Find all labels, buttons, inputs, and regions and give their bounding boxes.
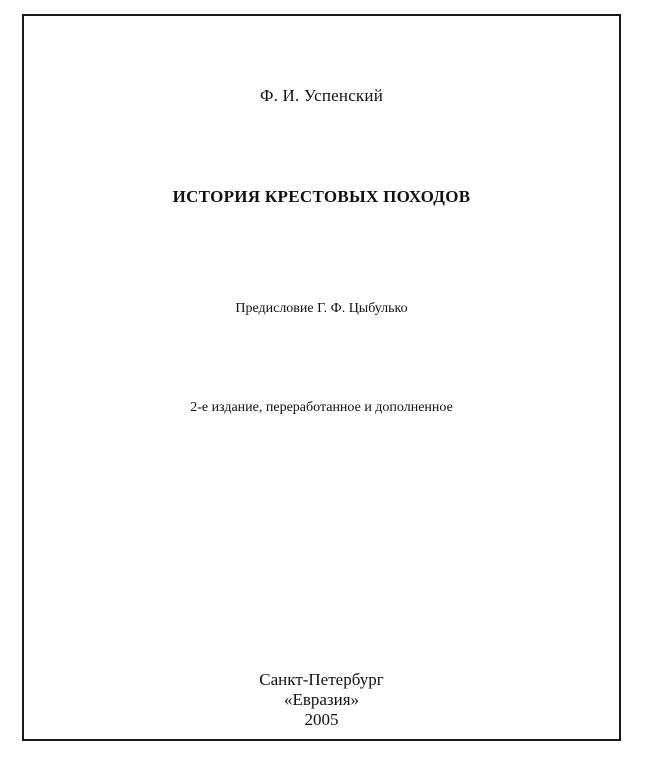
imprint-city: Санкт-Петербург — [259, 670, 384, 689]
preface-credit: Предисловие Г. Ф. Цыбулько — [235, 301, 408, 316]
edition-statement: 2-е издание, переработанное и дополненное — [190, 400, 453, 415]
author-name: Ф. И. Успенский — [260, 86, 383, 105]
book-title: ИСТОРИЯ КРЕСТОВЫХ ПОХОДОВ — [172, 187, 471, 206]
imprint-year: 2005 — [304, 710, 339, 729]
imprint-publisher: «Евразия» — [283, 690, 360, 709]
title-page-frame — [22, 14, 621, 741]
imprint-block — [24, 670, 619, 730]
